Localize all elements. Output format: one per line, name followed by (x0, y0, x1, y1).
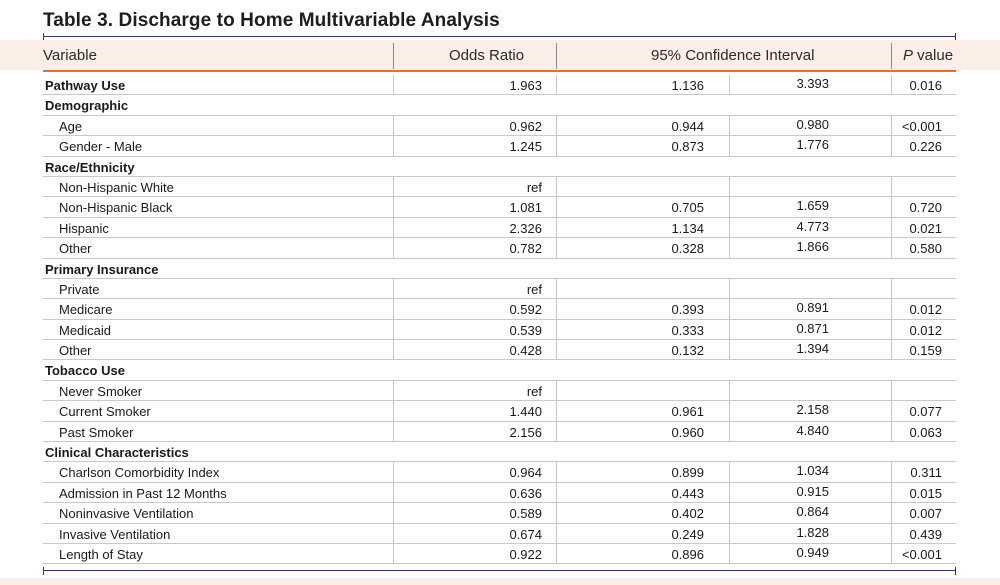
header-p-rest: value (913, 47, 954, 64)
p-value-cell: 0.311 (910, 465, 942, 481)
p-value-cell: 0.077 (909, 404, 942, 420)
p-value-cell: 0.439 (909, 526, 942, 542)
column-divider (891, 136, 892, 156)
column-divider (891, 483, 892, 503)
header-underline (43, 70, 956, 72)
column-divider (729, 218, 730, 238)
table-row (43, 218, 956, 238)
ci-lower-cell: 0.402 (671, 506, 704, 522)
column-divider (729, 299, 730, 319)
p-value-cell: 0.580 (909, 241, 942, 257)
variable-cell: Demographic (45, 98, 129, 114)
ci-lower-cell: 0.249 (671, 526, 704, 542)
column-divider (729, 238, 730, 258)
column-divider (556, 299, 557, 319)
column-divider (393, 544, 394, 564)
column-divider (556, 136, 557, 156)
odds-ratio-cell: 0.636 (509, 485, 542, 501)
ci-lower-cell: 0.443 (671, 485, 704, 501)
odds-ratio-cell: 0.592 (509, 302, 542, 318)
column-divider (729, 401, 730, 421)
odds-ratio-cell: 2.326 (509, 220, 542, 236)
table-row (43, 197, 956, 217)
variable-cell: Past Smoker (59, 424, 134, 440)
variable-cell: Clinical Characteristics (45, 445, 189, 461)
ci-upper-cell: 1.394 (796, 341, 829, 357)
column-divider (556, 177, 557, 197)
column-divider (556, 381, 557, 401)
variable-cell: Tobacco Use (45, 363, 125, 379)
odds-ratio-cell: 0.539 (509, 322, 542, 338)
p-value-cell: 0.226 (909, 139, 942, 155)
column-divider (729, 116, 730, 136)
table-row (43, 177, 956, 197)
column-divider (729, 320, 730, 340)
ci-lower-cell: 0.328 (671, 241, 704, 257)
p-value-cell: 0.720 (909, 200, 942, 216)
odds-ratio-cell: 1.245 (509, 139, 542, 155)
odds-ratio-cell: 1.963 (509, 78, 542, 93)
column-divider (393, 116, 394, 136)
header-separator (556, 43, 557, 69)
header-confidence-interval: 95% Confidence Interval (651, 47, 815, 64)
p-value-cell: 0.063 (909, 424, 942, 440)
ci-upper-cell: 0.891 (796, 300, 829, 316)
header-separator (891, 43, 892, 69)
section-row (43, 360, 956, 380)
odds-ratio-cell: ref (526, 383, 542, 399)
ci-lower-cell: 0.896 (671, 546, 704, 562)
column-divider (393, 401, 394, 421)
section-row (43, 95, 956, 115)
odds-ratio-cell: 2.156 (509, 424, 542, 440)
table-row (43, 422, 956, 442)
column-divider (729, 136, 730, 156)
column-divider (393, 320, 394, 340)
p-value-cell: 0.015 (909, 485, 942, 501)
ci-upper-cell: 0.915 (796, 483, 829, 499)
section-row (43, 157, 956, 177)
odds-ratio-cell: 0.964 (509, 465, 542, 481)
odds-ratio-cell: 0.674 (509, 526, 542, 542)
column-divider (393, 238, 394, 258)
variable-cell: Invasive Ventilation (59, 526, 171, 542)
column-divider (556, 218, 557, 238)
column-divider (556, 524, 557, 544)
variable-cell: Other (59, 241, 92, 257)
ci-lower-cell: 0.705 (671, 200, 704, 216)
rule-tick-left (43, 567, 44, 575)
variable-cell: Primary Insurance (45, 261, 159, 277)
column-divider (729, 197, 730, 217)
column-divider (556, 483, 557, 503)
ci-upper-cell: 0.980 (796, 116, 829, 132)
column-divider (729, 381, 730, 401)
column-divider (556, 401, 557, 421)
p-value-cell: 0.021 (909, 220, 942, 236)
ci-lower-cell: 0.873 (671, 139, 704, 155)
odds-ratio-cell: 1.081 (509, 200, 542, 216)
odds-ratio-cell: 0.782 (509, 241, 542, 257)
variable-cell: Gender - Male (59, 139, 143, 155)
column-divider (393, 218, 394, 238)
column-divider (729, 462, 730, 482)
variable-cell: Length of Stay (59, 546, 143, 562)
column-divider (556, 75, 557, 95)
section-row (43, 442, 956, 462)
ci-upper-cell: 1.776 (796, 137, 829, 153)
column-divider (891, 544, 892, 564)
column-divider (729, 422, 730, 442)
odds-ratio-cell: ref (526, 179, 542, 195)
odds-ratio-cell: 0.589 (509, 506, 542, 522)
table-row (43, 483, 956, 503)
variable-cell: Private (59, 281, 100, 297)
variable-cell: Race/Ethnicity (45, 159, 135, 175)
odds-ratio-cell: 1.440 (509, 404, 542, 420)
table-row (43, 279, 956, 299)
variable-cell: Pathway Use (45, 78, 126, 93)
column-divider (729, 503, 730, 523)
ci-upper-cell: 2.158 (796, 402, 829, 418)
ci-upper-cell: 1.034 (796, 463, 829, 479)
ci-lower-cell: 0.899 (671, 465, 704, 481)
column-divider (393, 483, 394, 503)
column-divider (729, 177, 730, 197)
ci-upper-cell: 4.773 (796, 218, 829, 234)
column-divider (393, 524, 394, 544)
bottom-band (0, 578, 1000, 585)
column-divider (729, 279, 730, 299)
ci-lower-cell: 0.961 (671, 404, 704, 420)
column-divider (891, 218, 892, 238)
odds-ratio-cell: 0.428 (509, 343, 542, 359)
column-divider (393, 279, 394, 299)
column-divider (891, 381, 892, 401)
p-value-cell: 0.159 (909, 343, 942, 359)
column-divider (891, 422, 892, 442)
table-row (43, 524, 956, 544)
section-row (43, 259, 956, 279)
column-divider (891, 238, 892, 258)
column-divider (393, 75, 394, 95)
column-divider (393, 177, 394, 197)
table-title: Table 3. Discharge to Home Multivariable Analysis (43, 10, 500, 31)
column-divider (891, 279, 892, 299)
header-variable: Variable (43, 47, 97, 64)
table-header (0, 40, 1000, 70)
variable-cell: Age (59, 118, 83, 134)
variable-cell: Noninvasive Ventilation (59, 506, 194, 522)
column-divider (393, 299, 394, 319)
table-row (43, 544, 956, 564)
column-divider (556, 340, 557, 360)
variable-cell: Admission in Past 12 Months (59, 485, 227, 501)
column-divider (891, 340, 892, 360)
column-divider (556, 279, 557, 299)
variable-cell: Charlson Comorbidity Index (59, 465, 220, 481)
top-rule (43, 36, 956, 37)
ci-upper-cell: 4.840 (796, 422, 829, 438)
header-p-italic: P (903, 47, 914, 64)
column-divider (891, 299, 892, 319)
table-row (43, 136, 956, 156)
column-divider (729, 544, 730, 564)
p-value-cell: 0.007 (909, 506, 942, 522)
variable-cell: Current Smoker (59, 404, 151, 420)
section-row (43, 75, 956, 95)
column-divider (891, 75, 892, 95)
column-divider (729, 483, 730, 503)
ci-upper-cell: 0.864 (796, 504, 829, 520)
table-body (43, 75, 956, 564)
column-divider (729, 524, 730, 544)
ci-lower-cell: 0.944 (671, 118, 704, 134)
p-value-cell: 0.016 (909, 78, 942, 93)
header-odds-ratio: Odds Ratio (449, 47, 525, 64)
column-divider (556, 320, 557, 340)
column-divider (891, 116, 892, 136)
column-divider (393, 136, 394, 156)
column-divider (891, 177, 892, 197)
table-row (43, 320, 956, 340)
odds-ratio-cell: 0.962 (509, 118, 542, 134)
table-row (43, 116, 956, 136)
column-divider (556, 503, 557, 523)
column-divider (556, 197, 557, 217)
column-divider (556, 116, 557, 136)
ci-upper-cell: 0.871 (796, 320, 829, 336)
column-divider (393, 422, 394, 442)
rule-tick-right (955, 567, 956, 575)
column-divider (556, 544, 557, 564)
odds-ratio-cell: ref (526, 281, 542, 297)
ci-upper-cell: 1.866 (796, 239, 829, 255)
table-row (43, 238, 956, 258)
column-divider (393, 340, 394, 360)
table-row (43, 381, 956, 401)
variable-cell: Non-Hispanic White (59, 179, 174, 195)
column-divider (891, 462, 892, 482)
ci-upper-cell: 0.949 (796, 544, 829, 560)
ci-lower-cell: 0.132 (671, 343, 704, 359)
p-value-cell: 0.012 (909, 322, 942, 338)
column-divider (393, 197, 394, 217)
bottom-rule (43, 570, 956, 571)
column-divider (891, 524, 892, 544)
header-separator (393, 43, 394, 69)
ci-upper-cell: 1.659 (796, 198, 829, 214)
header-p-value (903, 40, 953, 70)
column-divider (891, 320, 892, 340)
p-value-cell: 0.012 (909, 302, 942, 318)
column-divider (891, 197, 892, 217)
p-value-cell: <0.001 (901, 118, 942, 134)
table-row (43, 299, 956, 319)
column-divider (556, 462, 557, 482)
ci-lower-cell: 1.136 (671, 78, 704, 93)
column-divider (891, 401, 892, 421)
ci-upper-cell: 1.828 (796, 524, 829, 540)
variable-cell: Medicaid (59, 322, 112, 338)
variable-cell: Non-Hispanic Black (59, 200, 173, 216)
column-divider (556, 238, 557, 258)
variable-cell: Medicare (59, 302, 113, 318)
ci-upper-cell: 3.393 (796, 76, 829, 91)
table-row (43, 503, 956, 523)
column-divider (393, 462, 394, 482)
table-row (43, 340, 956, 360)
table-row (43, 401, 956, 421)
p-value-cell: <0.001 (901, 546, 942, 562)
column-divider (393, 503, 394, 523)
odds-ratio-cell: 0.922 (509, 546, 542, 562)
ci-lower-cell: 0.393 (671, 302, 704, 318)
variable-cell: Other (59, 343, 92, 359)
column-divider (891, 503, 892, 523)
column-divider (729, 75, 730, 95)
ci-lower-cell: 1.134 (671, 220, 704, 236)
column-divider (393, 381, 394, 401)
variable-cell: Hispanic (59, 220, 109, 236)
table-row (43, 462, 956, 482)
ci-lower-cell: 0.960 (671, 424, 704, 440)
ci-lower-cell: 0.333 (671, 322, 704, 338)
column-divider (556, 422, 557, 442)
variable-cell: Never Smoker (59, 383, 143, 399)
column-divider (729, 340, 730, 360)
row-divider (43, 563, 956, 564)
